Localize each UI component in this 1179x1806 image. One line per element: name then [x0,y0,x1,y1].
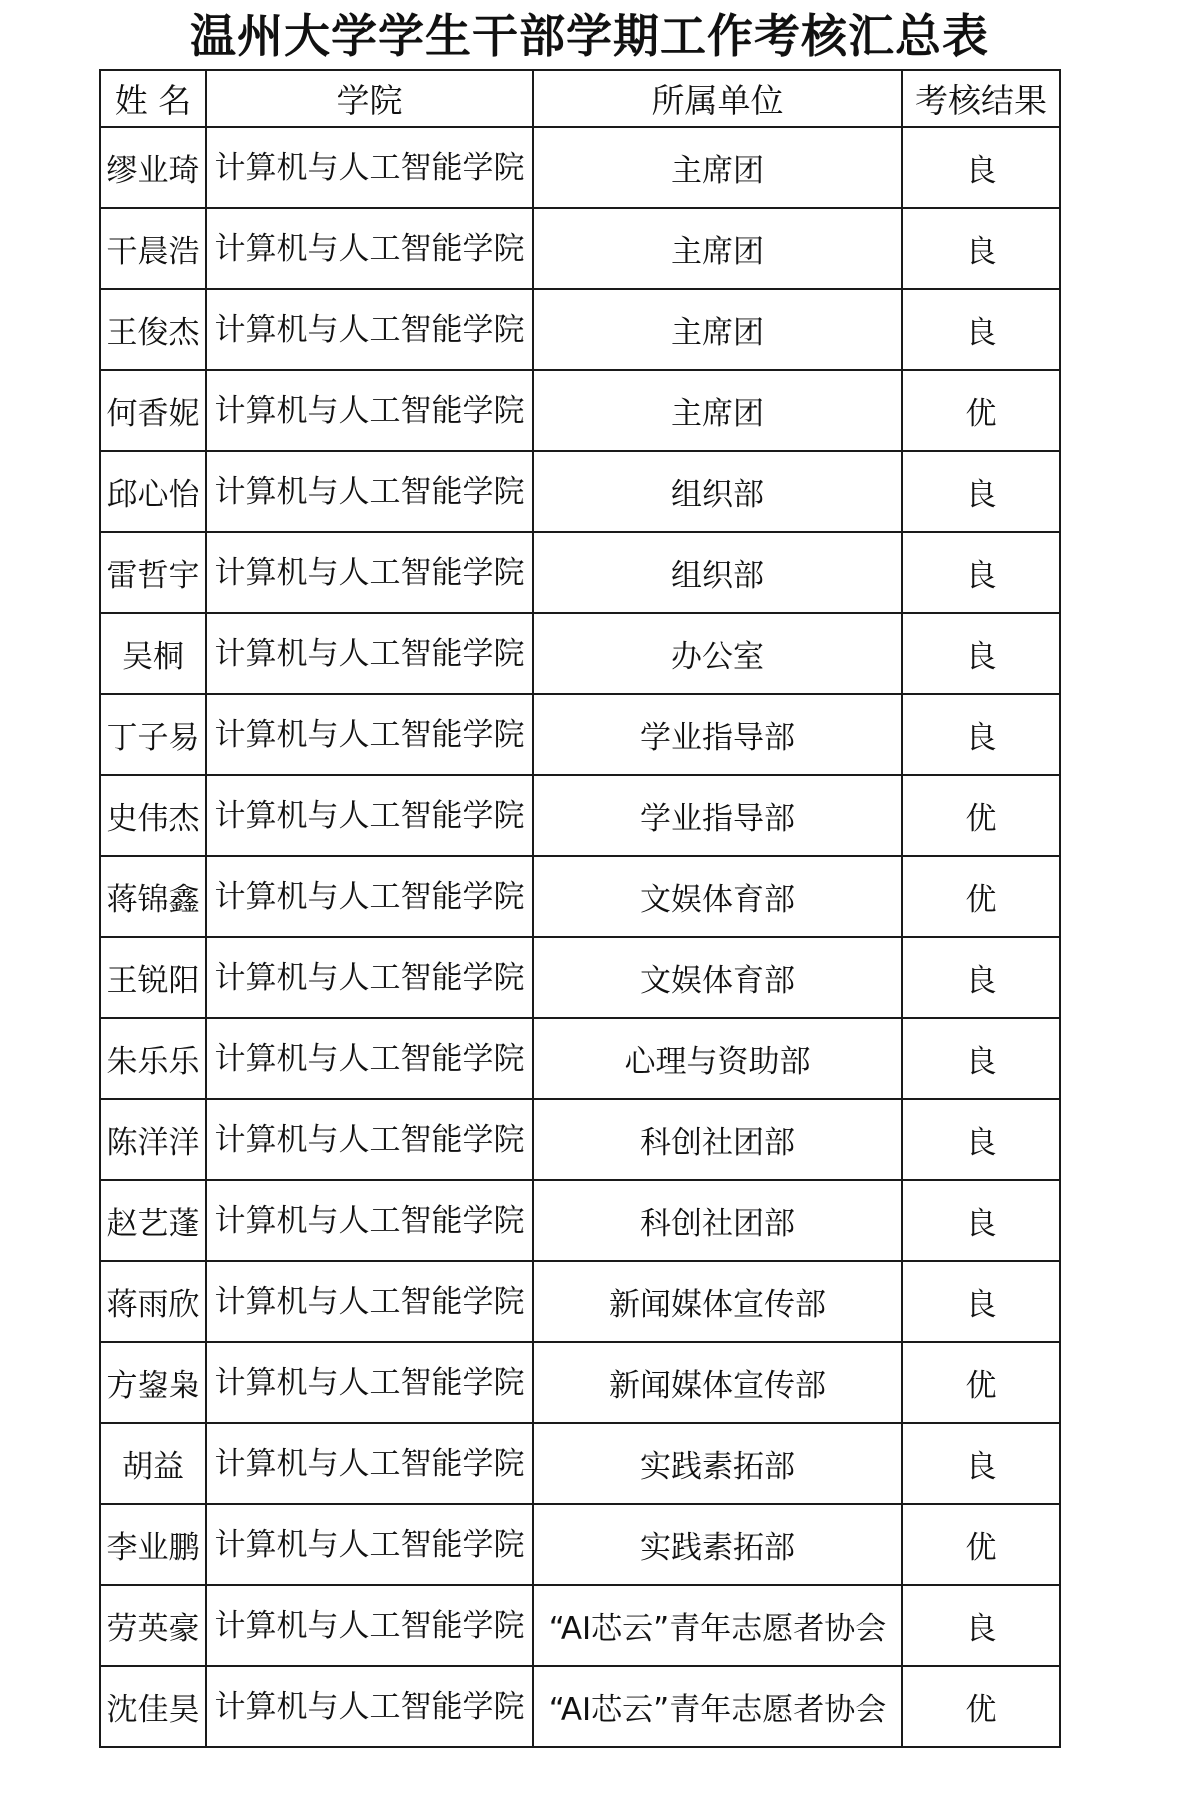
header-unit: 所属单位 [533,70,902,127]
result-cell: 良 [902,1099,1060,1180]
table-row [100,775,1060,856]
name-cell: 沈佳昊 [100,1666,206,1747]
result-cell: 良 [902,613,1060,694]
name-cell: 王俊杰 [100,289,206,370]
result-cell: 良 [902,694,1060,775]
name-cell: 陈洋洋 [100,1099,206,1180]
name-cell: 王锐阳 [100,937,206,1018]
unit-cell: 实践素拓部 [533,1423,902,1504]
assessment-table [99,69,1061,1748]
unit-cell: 组织部 [533,451,902,532]
result-cell: 良 [902,451,1060,532]
unit-cell: 组织部 [533,532,902,613]
college-cell: 计算机与人工智能学院 [206,208,533,289]
table-row [100,451,1060,532]
name-cell: 朱乐乐 [100,1018,206,1099]
unit-cell: 心理与资助部 [533,1018,902,1099]
result-cell: 良 [902,1585,1060,1666]
table-row [100,613,1060,694]
name-cell: 何香妮 [100,370,206,451]
header-college: 学院 [206,70,533,127]
header-name: 姓 名 [100,70,206,127]
college-cell: 计算机与人工智能学院 [206,1099,533,1180]
name-cell: 方鋆枭 [100,1342,206,1423]
table-row [100,289,1060,370]
table-row [100,937,1060,1018]
unit-cell: 办公室 [533,613,902,694]
unit-cell: 主席团 [533,289,902,370]
result-cell: 良 [902,1261,1060,1342]
result-cell: 良 [902,127,1060,208]
name-cell: 缪业琦 [100,127,206,208]
unit-cell: 新闻媒体宣传部 [533,1261,902,1342]
result-cell: 良 [902,532,1060,613]
college-cell: 计算机与人工智能学院 [206,694,533,775]
result-cell: 优 [902,1504,1060,1585]
name-cell: 邱心怡 [100,451,206,532]
college-cell: 计算机与人工智能学院 [206,613,533,694]
college-cell: 计算机与人工智能学院 [206,1261,533,1342]
table-row [100,1585,1060,1666]
college-cell: 计算机与人工智能学院 [206,1342,533,1423]
table-row [100,532,1060,613]
name-cell: 赵艺蓬 [100,1180,206,1261]
name-cell: 劳英豪 [100,1585,206,1666]
name-cell: 吴桐 [100,613,206,694]
table-row [100,1342,1060,1423]
unit-cell: 主席团 [533,127,902,208]
header-result: 考核结果 [902,70,1060,127]
unit-cell: 文娱体育部 [533,937,902,1018]
result-cell: 良 [902,1423,1060,1504]
table-row [100,694,1060,775]
result-cell: 良 [902,289,1060,370]
table-row [100,1261,1060,1342]
name-cell: 蒋雨欣 [100,1261,206,1342]
college-cell: 计算机与人工智能学院 [206,937,533,1018]
college-cell: 计算机与人工智能学院 [206,1018,533,1099]
college-cell: 计算机与人工智能学院 [206,1585,533,1666]
name-cell: 干晨浩 [100,208,206,289]
table-row [100,1180,1060,1261]
college-cell: 计算机与人工智能学院 [206,775,533,856]
table-row [100,1423,1060,1504]
college-cell: 计算机与人工智能学院 [206,127,533,208]
result-cell: 优 [902,370,1060,451]
unit-cell: 文娱体育部 [533,856,902,937]
unit-cell: 新闻媒体宣传部 [533,1342,902,1423]
college-cell: 计算机与人工智能学院 [206,1180,533,1261]
college-cell: 计算机与人工智能学院 [206,370,533,451]
table-row [100,370,1060,451]
name-cell: 史伟杰 [100,775,206,856]
unit-cell: 科创社团部 [533,1180,902,1261]
unit-cell: 主席团 [533,370,902,451]
name-cell: 雷哲宇 [100,532,206,613]
page-title: 温州大学学生干部学期工作考核汇总表 [190,9,989,63]
table-row [100,208,1060,289]
result-cell: 优 [902,856,1060,937]
college-cell: 计算机与人工智能学院 [206,1423,533,1504]
result-cell: 优 [902,775,1060,856]
college-cell: 计算机与人工智能学院 [206,1504,533,1585]
table-row [100,1018,1060,1099]
unit-cell: “AI芯云”青年志愿者协会 [533,1666,902,1747]
unit-cell: 科创社团部 [533,1099,902,1180]
unit-cell: 学业指导部 [533,775,902,856]
name-cell: 胡益 [100,1423,206,1504]
college-cell: 计算机与人工智能学院 [206,1666,533,1747]
unit-cell: “AI芯云”青年志愿者协会 [533,1585,902,1666]
college-cell: 计算机与人工智能学院 [206,451,533,532]
table-row [100,1504,1060,1585]
table-header-row [100,70,1060,127]
table-row [100,1099,1060,1180]
table-row [100,127,1060,208]
table-row [100,1666,1060,1747]
college-cell: 计算机与人工智能学院 [206,856,533,937]
table-row [100,856,1060,937]
unit-cell: 实践素拓部 [533,1504,902,1585]
result-cell: 优 [902,1342,1060,1423]
result-cell: 优 [902,1666,1060,1747]
result-cell: 良 [902,937,1060,1018]
name-cell: 丁子易 [100,694,206,775]
name-cell: 蒋锦鑫 [100,856,206,937]
college-cell: 计算机与人工智能学院 [206,289,533,370]
result-cell: 良 [902,1018,1060,1099]
result-cell: 良 [902,208,1060,289]
unit-cell: 主席团 [533,208,902,289]
unit-cell: 学业指导部 [533,694,902,775]
name-cell: 李业鹏 [100,1504,206,1585]
college-cell: 计算机与人工智能学院 [206,532,533,613]
result-cell: 良 [902,1180,1060,1261]
